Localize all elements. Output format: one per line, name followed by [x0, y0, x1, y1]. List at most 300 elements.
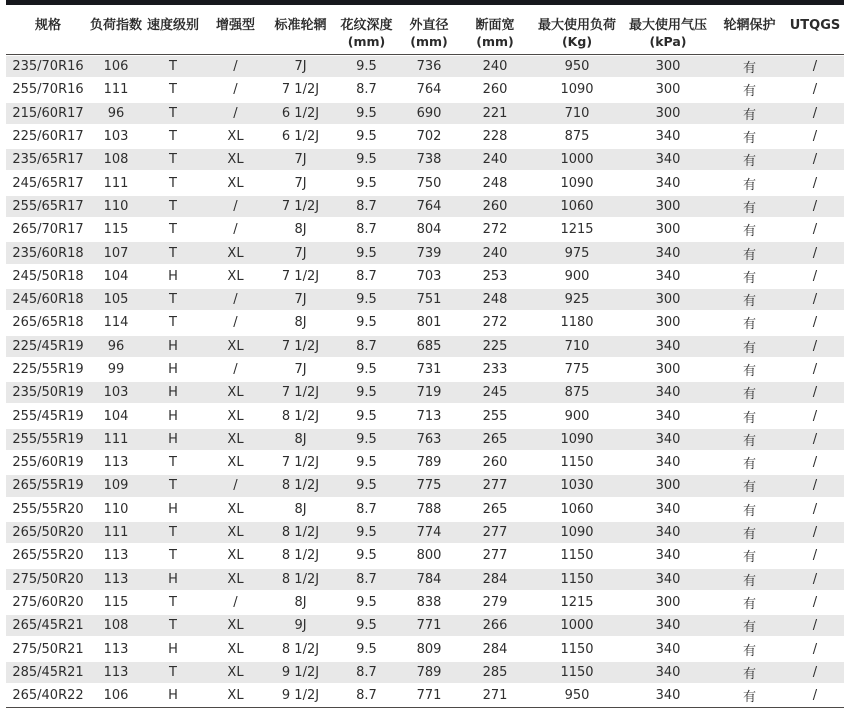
table-cell: /: [786, 381, 844, 404]
table-row: [6, 614, 844, 637]
table-cell: 255/55R20: [6, 498, 90, 521]
table-cell: 275/50R21: [6, 637, 90, 660]
table-cell: 340: [623, 614, 713, 637]
table-cell: H: [142, 428, 204, 451]
table-cell: 7J: [267, 55, 334, 78]
table-cell: 809: [399, 637, 459, 660]
table-cell: 225/45R19: [6, 335, 90, 358]
table-cell: 7J: [267, 148, 334, 171]
table-cell: 有: [713, 404, 786, 427]
table-row: [6, 637, 844, 660]
table-cell: 8.7: [334, 684, 399, 707]
table-cell: 有: [713, 568, 786, 591]
table-cell: /: [204, 591, 267, 614]
table-cell: H: [142, 335, 204, 358]
table-row: [6, 521, 844, 544]
table-cell: 有: [713, 102, 786, 125]
table-cell: XL: [204, 125, 267, 148]
table-cell: 8.7: [334, 218, 399, 241]
column-header-label: 轮辋保护: [723, 18, 776, 33]
table-cell: /: [204, 474, 267, 497]
table-row: [6, 55, 844, 78]
table-cell: 有: [713, 614, 786, 637]
table-cell: 有: [713, 218, 786, 241]
table-cell: /: [786, 358, 844, 381]
table-cell: /: [786, 241, 844, 264]
table-cell: 774: [399, 521, 459, 544]
column-header-label: 最大使用负荷: [537, 18, 616, 33]
table-cell: XL: [204, 148, 267, 171]
table-cell: 115: [90, 591, 142, 614]
table-cell: 有: [713, 241, 786, 264]
table-cell: /: [786, 544, 844, 567]
table-cell: 784: [399, 568, 459, 591]
table-cell: /: [786, 55, 844, 78]
table-cell: 255: [459, 404, 531, 427]
column-header-unit: (mm): [410, 34, 448, 49]
table-cell: /: [786, 102, 844, 125]
table-cell: 有: [713, 451, 786, 474]
table-cell: 有: [713, 661, 786, 684]
table-cell: 1215: [531, 591, 623, 614]
table-cell: 255/65R17: [6, 195, 90, 218]
table-cell: 111: [90, 521, 142, 544]
table-cell: 105: [90, 288, 142, 311]
table-cell: 有: [713, 335, 786, 358]
table-cell: 110: [90, 195, 142, 218]
table-cell: 111: [90, 428, 142, 451]
table-cell: 1060: [531, 498, 623, 521]
table-cell: 260: [459, 451, 531, 474]
table-cell: 1150: [531, 637, 623, 660]
table-cell: 300: [623, 55, 713, 78]
table-cell: 240: [459, 55, 531, 78]
table-cell: 8.7: [334, 661, 399, 684]
table-cell: 950: [531, 55, 623, 78]
table-cell: 9.5: [334, 288, 399, 311]
table-cell: /: [786, 311, 844, 334]
table-cell: /: [786, 125, 844, 148]
table-cell: 255/60R19: [6, 451, 90, 474]
table-row: [6, 474, 844, 497]
table-cell: 9.5: [334, 637, 399, 660]
bottom-border-line: [6, 707, 844, 708]
table-cell: 9 1/2J: [267, 684, 334, 707]
table-cell: 114: [90, 311, 142, 334]
table-cell: 有: [713, 474, 786, 497]
table-cell: 801: [399, 311, 459, 334]
table-cell: 788: [399, 498, 459, 521]
table-cell: 113: [90, 661, 142, 684]
table-cell: T: [142, 474, 204, 497]
table-cell: 277: [459, 521, 531, 544]
table-cell: 1150: [531, 544, 623, 567]
table-cell: 300: [623, 288, 713, 311]
table-cell: 8J: [267, 591, 334, 614]
table-cell: 710: [531, 102, 623, 125]
table-cell: /: [786, 265, 844, 288]
table-cell: XL: [204, 498, 267, 521]
table-cell: 8 1/2J: [267, 404, 334, 427]
table-row: [6, 661, 844, 684]
table-cell: 8J: [267, 218, 334, 241]
table-cell: 300: [623, 195, 713, 218]
table-cell: 277: [459, 474, 531, 497]
table-cell: 103: [90, 125, 142, 148]
table-cell: 9.5: [334, 614, 399, 637]
table-row: [6, 591, 844, 614]
table-cell: 228: [459, 125, 531, 148]
table-cell: 272: [459, 311, 531, 334]
table-cell: XL: [204, 544, 267, 567]
table-cell: 有: [713, 358, 786, 381]
table-cell: 7 1/2J: [267, 78, 334, 101]
table-cell: 107: [90, 241, 142, 264]
table-cell: 9.5: [334, 474, 399, 497]
table-cell: H: [142, 637, 204, 660]
table-cell: T: [142, 661, 204, 684]
table-cell: /: [204, 195, 267, 218]
table-cell: 8.7: [334, 335, 399, 358]
table-cell: 有: [713, 148, 786, 171]
table-cell: 7 1/2J: [267, 265, 334, 288]
table-cell: 713: [399, 404, 459, 427]
table-cell: 245/65R17: [6, 171, 90, 194]
table-row: [6, 335, 844, 358]
table-cell: 340: [623, 661, 713, 684]
table-cell: 8 1/2J: [267, 474, 334, 497]
column-header-unit: (Kg): [561, 34, 593, 49]
column-header-7: [399, 5, 459, 55]
table-cell: T: [142, 591, 204, 614]
table-cell: /: [204, 311, 267, 334]
table-cell: 8 1/2J: [267, 521, 334, 544]
table-cell: 300: [623, 474, 713, 497]
column-header-11: [713, 5, 786, 55]
table-cell: 有: [713, 55, 786, 78]
column-header-6: [334, 5, 399, 55]
table-cell: 775: [531, 358, 623, 381]
table-cell: /: [786, 218, 844, 241]
table-cell: 113: [90, 544, 142, 567]
table-cell: H: [142, 498, 204, 521]
table-cell: 1000: [531, 614, 623, 637]
table-cell: 750: [399, 171, 459, 194]
table-cell: 96: [90, 102, 142, 125]
table-cell: 838: [399, 591, 459, 614]
table-cell: /: [204, 102, 267, 125]
table-cell: 253: [459, 265, 531, 288]
table-cell: H: [142, 358, 204, 381]
table-cell: 285: [459, 661, 531, 684]
table-cell: 225/55R19: [6, 358, 90, 381]
table-cell: 900: [531, 265, 623, 288]
table-cell: 108: [90, 614, 142, 637]
table-cell: 9.5: [334, 125, 399, 148]
table-cell: 113: [90, 637, 142, 660]
table-cell: 7 1/2J: [267, 335, 334, 358]
table-cell: 9.5: [334, 102, 399, 125]
table-cell: H: [142, 684, 204, 707]
table-cell: 1090: [531, 428, 623, 451]
table-cell: 340: [623, 265, 713, 288]
table-cell: 800: [399, 544, 459, 567]
table-cell: T: [142, 521, 204, 544]
table-cell: /: [786, 614, 844, 637]
table-cell: /: [786, 568, 844, 591]
table-row: [6, 544, 844, 567]
table-cell: 265: [459, 428, 531, 451]
column-header-label: 花纹深度: [340, 18, 393, 33]
table-cell: 731: [399, 358, 459, 381]
table-cell: 702: [399, 125, 459, 148]
column-header-label: 最大使用气压: [628, 18, 707, 33]
table-cell: 340: [623, 428, 713, 451]
table-cell: T: [142, 195, 204, 218]
table-row: [6, 218, 844, 241]
table-cell: 900: [531, 404, 623, 427]
table-cell: T: [142, 218, 204, 241]
table-cell: XL: [204, 381, 267, 404]
column-header-5: [267, 5, 334, 55]
table-cell: 115: [90, 218, 142, 241]
table-cell: 111: [90, 171, 142, 194]
table-cell: 248: [459, 288, 531, 311]
table-row: [6, 404, 844, 427]
table-cell: H: [142, 568, 204, 591]
table-cell: /: [786, 171, 844, 194]
table-cell: 8.7: [334, 568, 399, 591]
table-cell: 1090: [531, 171, 623, 194]
table-cell: 284: [459, 637, 531, 660]
table-cell: 340: [623, 544, 713, 567]
table-cell: 106: [90, 55, 142, 78]
table-cell: 8 1/2J: [267, 568, 334, 591]
table-row: [6, 381, 844, 404]
column-header-1: [6, 5, 90, 55]
table-cell: T: [142, 78, 204, 101]
table-cell: 9.5: [334, 148, 399, 171]
table-cell: 有: [713, 521, 786, 544]
table-cell: 9.5: [334, 404, 399, 427]
column-header-unit: (mm): [476, 34, 514, 49]
table-cell: 7 1/2J: [267, 195, 334, 218]
table-cell: /: [786, 451, 844, 474]
table-cell: /: [786, 591, 844, 614]
table-cell: /: [786, 428, 844, 451]
table-cell: 1215: [531, 218, 623, 241]
table-row: [6, 684, 844, 707]
table-cell: 1180: [531, 311, 623, 334]
table-cell: 340: [623, 404, 713, 427]
table-cell: 789: [399, 451, 459, 474]
table-cell: /: [786, 637, 844, 660]
table-cell: 255/45R19: [6, 404, 90, 427]
table-cell: 690: [399, 102, 459, 125]
table-cell: 235/65R17: [6, 148, 90, 171]
table-cell: 有: [713, 544, 786, 567]
table-row: [6, 568, 844, 591]
table-cell: T: [142, 288, 204, 311]
column-header-label: UTQGS: [789, 18, 841, 33]
table-cell: 103: [90, 381, 142, 404]
table-row: [6, 195, 844, 218]
table-cell: 113: [90, 451, 142, 474]
column-header-label: 负荷指数: [90, 18, 143, 33]
table-cell: 340: [623, 451, 713, 474]
table-cell: 235/70R16: [6, 55, 90, 78]
table-row: [6, 125, 844, 148]
table-cell: XL: [204, 428, 267, 451]
table-cell: 279: [459, 591, 531, 614]
table-cell: 106: [90, 684, 142, 707]
table-cell: 有: [713, 288, 786, 311]
table-cell: 8J: [267, 311, 334, 334]
table-header: [6, 5, 844, 55]
table-cell: 有: [713, 171, 786, 194]
column-header-2: [90, 5, 142, 55]
table-cell: /: [204, 55, 267, 78]
table-body: [6, 55, 844, 707]
table-cell: XL: [204, 661, 267, 684]
table-cell: 260: [459, 195, 531, 218]
table-cell: 950: [531, 684, 623, 707]
table-cell: 1030: [531, 474, 623, 497]
table-cell: 有: [713, 125, 786, 148]
table-cell: 266: [459, 614, 531, 637]
table-cell: 875: [531, 125, 623, 148]
table-cell: 340: [623, 148, 713, 171]
table-cell: 875: [531, 381, 623, 404]
table-cell: 763: [399, 428, 459, 451]
table-cell: 9.5: [334, 241, 399, 264]
table-cell: 8J: [267, 498, 334, 521]
table-cell: 245/50R18: [6, 265, 90, 288]
table-cell: XL: [204, 171, 267, 194]
table-cell: 9.5: [334, 451, 399, 474]
table-cell: T: [142, 241, 204, 264]
table-cell: XL: [204, 335, 267, 358]
table-cell: 340: [623, 498, 713, 521]
table-cell: 9.5: [334, 381, 399, 404]
table-cell: 975: [531, 241, 623, 264]
table-cell: /: [204, 288, 267, 311]
table-cell: 6 1/2J: [267, 125, 334, 148]
table-cell: 271: [459, 684, 531, 707]
table-cell: 285/45R21: [6, 661, 90, 684]
table-cell: /: [204, 78, 267, 101]
table-cell: 有: [713, 637, 786, 660]
table-cell: /: [786, 498, 844, 521]
table-cell: T: [142, 125, 204, 148]
table-cell: 1150: [531, 451, 623, 474]
table-cell: H: [142, 381, 204, 404]
table-cell: 9.5: [334, 521, 399, 544]
table-cell: H: [142, 265, 204, 288]
table-cell: XL: [204, 451, 267, 474]
column-header-label: 速度级别: [146, 18, 199, 33]
table-cell: T: [142, 451, 204, 474]
table-cell: 771: [399, 684, 459, 707]
table-cell: 7 1/2J: [267, 451, 334, 474]
table-row: [6, 148, 844, 171]
table-row: [6, 498, 844, 521]
table-cell: /: [786, 521, 844, 544]
table-cell: XL: [204, 684, 267, 707]
table-row: [6, 241, 844, 264]
table-cell: 685: [399, 335, 459, 358]
table-cell: /: [786, 474, 844, 497]
table-cell: 265: [459, 498, 531, 521]
table-cell: 265/45R21: [6, 614, 90, 637]
table-cell: XL: [204, 404, 267, 427]
table-cell: 9J: [267, 614, 334, 637]
table-row: [6, 358, 844, 381]
table-cell: 1150: [531, 661, 623, 684]
table-cell: 736: [399, 55, 459, 78]
table-cell: 有: [713, 311, 786, 334]
table-cell: 751: [399, 288, 459, 311]
table-cell: 有: [713, 265, 786, 288]
table-cell: 235/60R18: [6, 241, 90, 264]
table-cell: 764: [399, 78, 459, 101]
table-cell: 8J: [267, 428, 334, 451]
table-cell: 8.7: [334, 78, 399, 101]
table-cell: 8.7: [334, 265, 399, 288]
column-header-3: [142, 5, 204, 55]
table-cell: 108: [90, 148, 142, 171]
table-cell: 99: [90, 358, 142, 381]
table-cell: 104: [90, 404, 142, 427]
column-header-12: [786, 5, 844, 55]
table-cell: 9.5: [334, 311, 399, 334]
table-cell: 340: [623, 684, 713, 707]
table-cell: 340: [623, 171, 713, 194]
table-cell: XL: [204, 568, 267, 591]
table-cell: T: [142, 544, 204, 567]
table-cell: 771: [399, 614, 459, 637]
table-cell: 有: [713, 498, 786, 521]
table-cell: 284: [459, 568, 531, 591]
table-cell: 300: [623, 591, 713, 614]
table-cell: 7J: [267, 358, 334, 381]
table-cell: 有: [713, 78, 786, 101]
table-cell: T: [142, 55, 204, 78]
table-cell: 272: [459, 218, 531, 241]
table-cell: 8 1/2J: [267, 544, 334, 567]
table-row: [6, 288, 844, 311]
table-cell: T: [142, 148, 204, 171]
table-cell: 有: [713, 591, 786, 614]
table-cell: 255/55R19: [6, 428, 90, 451]
table-cell: /: [204, 358, 267, 381]
table-cell: 340: [623, 335, 713, 358]
table-cell: /: [786, 148, 844, 171]
table-cell: 775: [399, 474, 459, 497]
table-cell: 300: [623, 358, 713, 381]
table-cell: 265/40R22: [6, 684, 90, 707]
table-cell: 7J: [267, 241, 334, 264]
header-row: [6, 5, 844, 55]
table-cell: 300: [623, 218, 713, 241]
table-cell: /: [786, 195, 844, 218]
table-cell: 265/50R20: [6, 521, 90, 544]
table-cell: 233: [459, 358, 531, 381]
table-cell: 277: [459, 544, 531, 567]
table-cell: 8 1/2J: [267, 637, 334, 660]
table-cell: 113: [90, 568, 142, 591]
table-cell: 1000: [531, 148, 623, 171]
